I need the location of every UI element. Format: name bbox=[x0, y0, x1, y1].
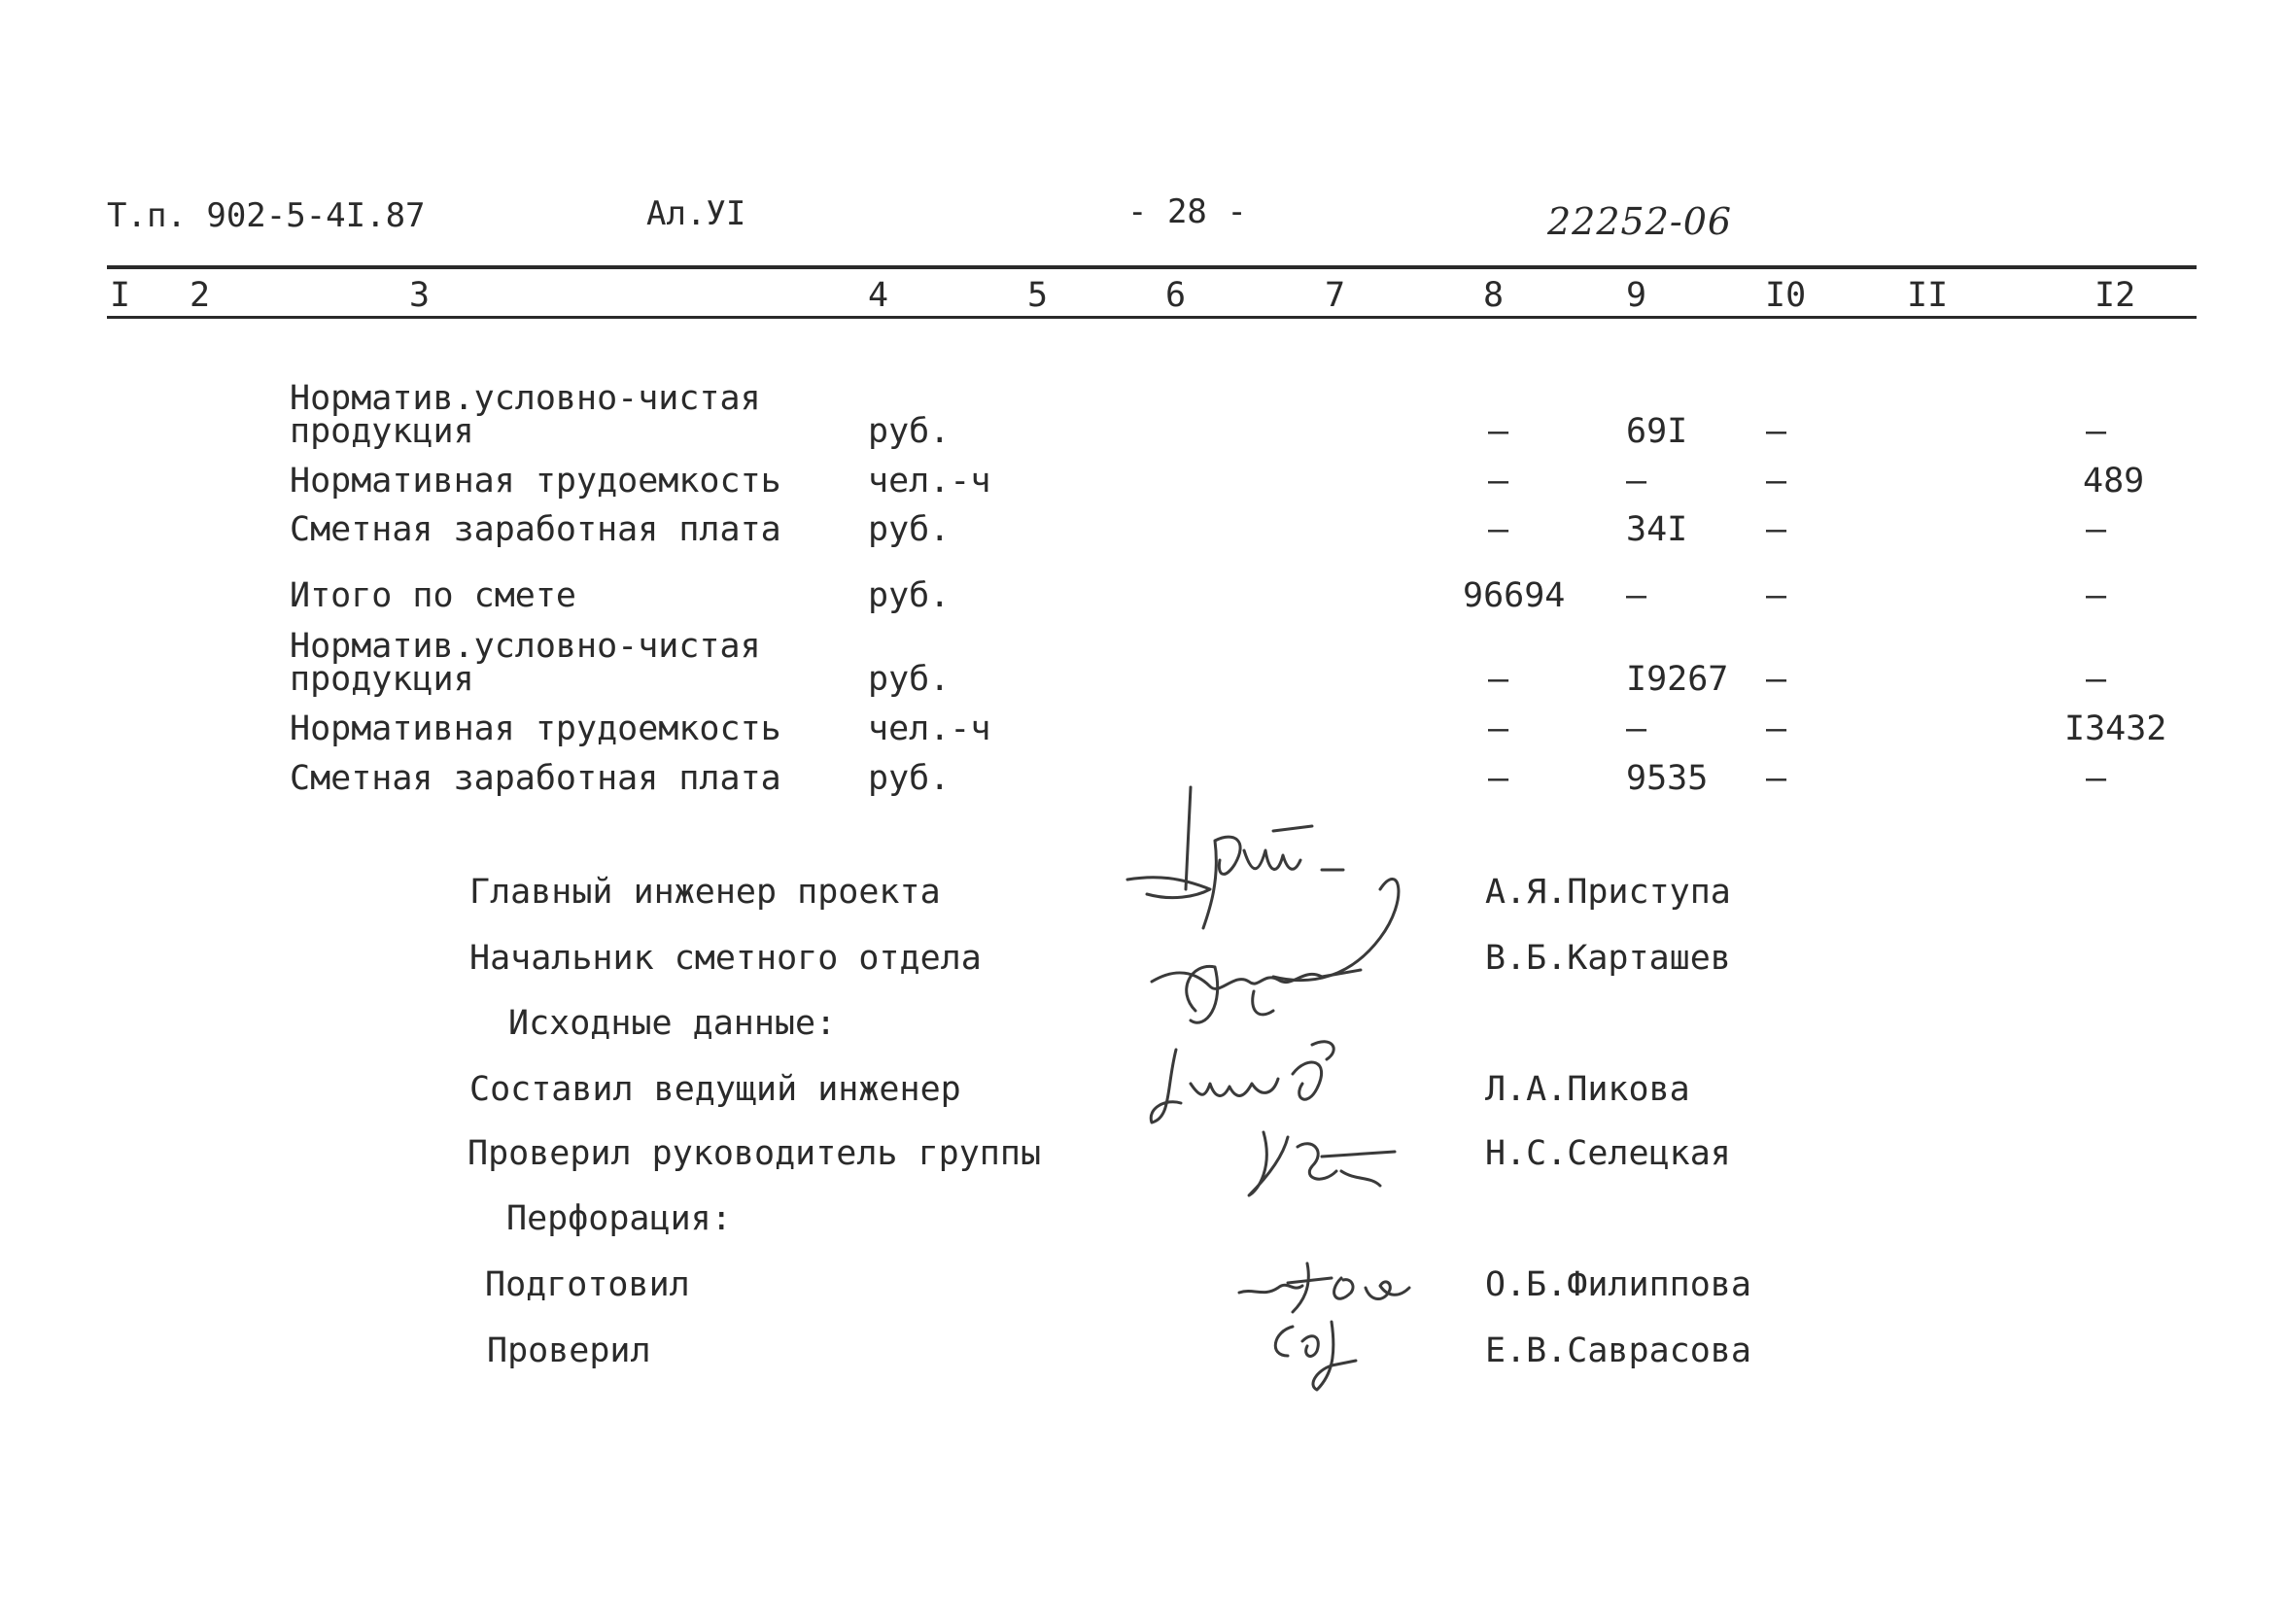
row-unit: руб. bbox=[868, 412, 951, 451]
value-col8: – bbox=[1488, 510, 1509, 549]
checked-group-name: Н.С.Селецкая bbox=[1485, 1134, 1731, 1173]
estimate-head-label: Начальник сметного отдела bbox=[469, 939, 982, 978]
value-col12: I3432 bbox=[2064, 709, 2167, 748]
row-unit: руб. bbox=[868, 510, 951, 549]
page-number: - 28 - bbox=[1127, 192, 1247, 231]
value-col10: – bbox=[1766, 510, 1787, 549]
row-name: продукция bbox=[290, 660, 474, 699]
row-unit: чел.-ч bbox=[868, 462, 991, 501]
value-col9: – bbox=[1626, 576, 1647, 615]
row-unit: чел.-ч bbox=[868, 709, 991, 748]
value-col8: – bbox=[1488, 759, 1509, 798]
signature-prepared bbox=[1234, 1249, 1429, 1327]
value-col8: – bbox=[1488, 709, 1509, 748]
column-number: 5 bbox=[1027, 276, 1049, 315]
value-col9: 69I bbox=[1626, 412, 1688, 451]
value-col9: 9535 bbox=[1626, 759, 1709, 798]
source-data-label: Исходные данные: bbox=[508, 1004, 837, 1043]
value-col9: – bbox=[1626, 709, 1647, 748]
prepared-name: О.Б.Филиппова bbox=[1485, 1265, 1751, 1304]
column-number: 9 bbox=[1626, 276, 1647, 315]
column-number: II bbox=[1907, 276, 1949, 315]
document-reference: Т.п. 902-5-4I.87 bbox=[107, 196, 426, 235]
row-name: Норматив.условно-чистая bbox=[290, 627, 761, 666]
column-number: I2 bbox=[2095, 276, 2136, 315]
album-number: Ал.УI bbox=[646, 194, 746, 233]
row-unit: руб. bbox=[868, 660, 951, 699]
value-col12: – bbox=[2086, 412, 2107, 451]
prepared-label: Подготовил bbox=[485, 1265, 690, 1304]
checked-group-label: Проверил руководитель группы bbox=[467, 1134, 1042, 1173]
value-col12: – bbox=[2086, 510, 2107, 549]
checked-label: Проверил bbox=[487, 1331, 651, 1370]
value-col9: – bbox=[1626, 462, 1647, 501]
value-col9: 34I bbox=[1626, 510, 1688, 549]
value-col12: 489 bbox=[2083, 462, 2145, 501]
column-number: 7 bbox=[1325, 276, 1346, 315]
column-number: 2 bbox=[190, 276, 211, 315]
value-col8: 96694 bbox=[1463, 576, 1566, 615]
stamp-number: 22252-06 bbox=[1547, 200, 1733, 243]
value-col12: – bbox=[2086, 576, 2107, 615]
row-name: Сметная заработная плата bbox=[290, 510, 781, 549]
checked-name: Е.В.Саврасова bbox=[1485, 1331, 1751, 1370]
signature-checked-group bbox=[1244, 1118, 1419, 1205]
value-col10: – bbox=[1766, 412, 1787, 451]
signature-estimate-head bbox=[1137, 914, 1448, 1040]
value-col8: – bbox=[1488, 412, 1509, 451]
perforation-label: Перфорация: bbox=[506, 1199, 732, 1238]
value-col10: – bbox=[1766, 576, 1787, 615]
estimate-head-name: В.Б.Карташев bbox=[1485, 939, 1731, 978]
chief-engineer-name: А.Я.Приступа bbox=[1485, 873, 1731, 912]
value-col9: I9267 bbox=[1626, 660, 1729, 699]
value-col10: – bbox=[1766, 709, 1787, 748]
column-number: I0 bbox=[1765, 276, 1807, 315]
value-col8: – bbox=[1488, 462, 1509, 501]
column-number: I bbox=[110, 276, 131, 315]
row-unit: руб. bbox=[868, 576, 951, 615]
value-col12: – bbox=[2086, 759, 2107, 798]
row-name: Нормативная трудоемкость bbox=[290, 462, 781, 501]
row-name: Сметная заработная плата bbox=[290, 759, 781, 798]
row-name: Итого по смете bbox=[290, 576, 577, 615]
compiled-label: Составил ведущий инженер bbox=[469, 1070, 961, 1109]
value-col8: – bbox=[1488, 660, 1509, 699]
table-header-rule bbox=[107, 316, 2197, 319]
row-name: продукция bbox=[290, 412, 474, 451]
signature-checked bbox=[1264, 1317, 1380, 1395]
value-col10: – bbox=[1766, 462, 1787, 501]
row-unit: руб. bbox=[868, 759, 951, 798]
table-top-rule bbox=[107, 265, 2197, 269]
column-number: 3 bbox=[409, 276, 431, 315]
row-name: Норматив.условно-чистая bbox=[290, 379, 761, 418]
compiled-name: Л.А.Пикова bbox=[1485, 1070, 1690, 1109]
value-col12: – bbox=[2086, 660, 2107, 699]
column-number: 4 bbox=[868, 276, 889, 315]
column-number: 8 bbox=[1483, 276, 1505, 315]
value-col10: – bbox=[1766, 660, 1787, 699]
row-name: Нормативная трудоемкость bbox=[290, 709, 781, 748]
chief-engineer-label: Главный инженер проекта bbox=[469, 873, 941, 912]
value-col10: – bbox=[1766, 759, 1787, 798]
column-number: 6 bbox=[1165, 276, 1187, 315]
